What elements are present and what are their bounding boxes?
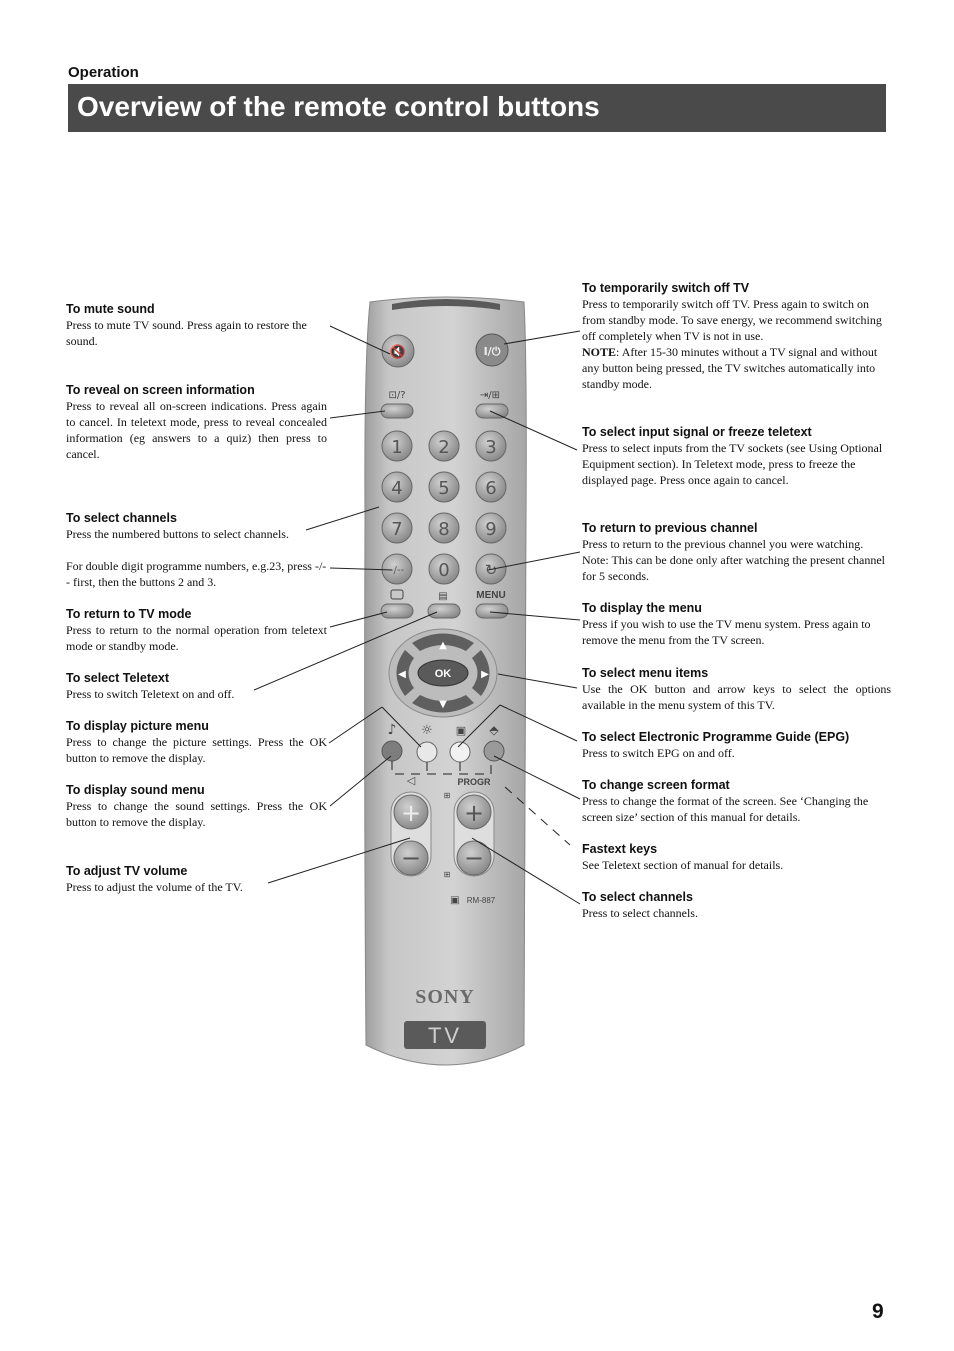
- block-select-channels-digits: To select channels Press the numbered buttons to select channels.: [66, 511, 289, 541]
- screen-format-icon: ▣: [455, 724, 467, 737]
- input-icon: ⇥/⊞: [479, 390, 501, 401]
- model-icon: ▣: [450, 895, 460, 906]
- menu-button[interactable]: [476, 604, 508, 618]
- ok-label: OK: [434, 668, 452, 680]
- block-reveal-info: To reveal on screen information Press to reveal all on-screen indications. Press again to cancel. In teletext mode, press to reveal concealed information (eg answers to a quiz) then press to cancel.: [66, 383, 327, 461]
- programme-minus-icon: −: [463, 844, 485, 872]
- sound-menu-button[interactable]: [382, 741, 402, 761]
- page-number: 9: [872, 1300, 884, 1323]
- block-return-tv-mode: To return to TV mode Press to return to the normal operation from teletext mode or standby mode.: [66, 607, 327, 653]
- volume-minus-icon: −: [400, 844, 422, 872]
- epg-button[interactable]: [484, 741, 504, 761]
- progr-label: PROGR: [457, 777, 491, 787]
- block-fastext: Fastext keys See Teletext section of manual for details.: [582, 842, 784, 872]
- digit-2-label: 2: [438, 437, 450, 458]
- picture-icon: ☼: [421, 723, 433, 738]
- digit-5-label: 5: [438, 478, 450, 499]
- programme-plus-icon: +: [463, 799, 485, 827]
- arrow-down-icon: ▼: [439, 699, 447, 710]
- block-menu-items: To select menu items Use the OK button and arrow keys to select the options available in the menu system of this TV.: [582, 666, 891, 712]
- input-button[interactable]: [476, 404, 508, 418]
- digit-6-label: 6: [485, 478, 497, 499]
- block-select-channels-progr: To select channels Press to select channels.: [582, 890, 698, 920]
- block-select-teletext: To select Teletext Press to switch Teletext on and off.: [66, 671, 235, 701]
- block-sound-menu: To display sound menu Press to change the sound settings. Press the OK button to remove the display.: [66, 783, 327, 829]
- teletext-button[interactable]: [428, 604, 460, 618]
- standby-label: I/⏻: [483, 345, 501, 358]
- tv-mode-button[interactable]: [381, 604, 413, 618]
- volume-icon: ◁: [406, 774, 416, 787]
- arrow-right-icon: ▶: [481, 669, 489, 680]
- section-label: Operation: [68, 64, 139, 81]
- digit-3-label: 3: [485, 437, 497, 458]
- block-input-signal: To select input signal or freeze teletext Press to select inputs from the TV sockets (see Using Optional Equipment section). In Teletext mode, press to freeze the displayed page. Press once again to cancel.: [582, 425, 883, 487]
- block-display-menu: To display the menu Press if you wish to use the TV menu system. Press again to remove the menu from the TV screen.: [582, 601, 871, 647]
- double-digit-label: -/--: [389, 565, 405, 576]
- info-button[interactable]: [381, 404, 413, 418]
- mute-icon: 🔇: [389, 345, 407, 360]
- page-title: Overview of the remote control buttons: [77, 91, 600, 122]
- sound-icon: ♪: [387, 722, 397, 738]
- block-double-digit: For double digit programme numbers, e.g.23, press -/-- first, then the buttons 2 and 3.: [66, 559, 327, 589]
- sony-logo: SONY: [415, 986, 475, 1008]
- block-switch-off-tv: To temporarily switch off TV Press to temporarily switch off TV. Press again to switch on from standby mode. To save energy, we recommend switching off completely when TV is not in use. NOTE: After 15-30 minutes without a TV signal and without any button being pressed, the TV switches automatically into standby mode.: [582, 281, 882, 391]
- digit-9-label: 9: [485, 519, 497, 540]
- teletext-up-icon: ⊞: [443, 791, 451, 800]
- block-adjust-volume: To adjust TV volume Press to adjust the volume of the TV.: [66, 864, 243, 894]
- tv-badge-label: TV: [427, 1023, 463, 1048]
- teletext-icon: ▤: [438, 591, 448, 602]
- arrow-left-icon: ◀: [398, 669, 406, 680]
- teletext-down-icon: ⊞: [443, 870, 451, 879]
- info-icon: ⊡/?: [388, 390, 406, 401]
- digit-8-label: 8: [438, 519, 450, 540]
- picture-menu-button[interactable]: [417, 742, 437, 762]
- digit-0-label: 0: [438, 560, 450, 581]
- block-picture-menu: To display picture menu Press to change the picture settings. Press the OK button to remove the display.: [66, 719, 327, 765]
- block-mute-sound: To mute sound Press to mute TV sound. Press again to restore the sound.: [66, 302, 307, 348]
- block-previous-channel: To return to previous channel Press to return to the previous channel you were watching. Note: This can be done only after watching the present channel for 5 seconds.: [582, 521, 886, 583]
- digit-1-label: 1: [391, 437, 403, 458]
- volume-plus-icon: +: [400, 799, 422, 827]
- block-screen-format: To change screen format Press to change the format of the screen. See ‘Changing the screen size’ section of this manual for details.: [582, 778, 869, 824]
- model-label: RM-887: [466, 896, 496, 905]
- digit-7-label: 7: [391, 519, 403, 540]
- previous-channel-icon: ↻: [484, 561, 498, 579]
- block-epg: To select Electronic Programme Guide (EPG) Press to switch EPG on and off.: [582, 730, 850, 760]
- digit-4-label: 4: [391, 478, 403, 499]
- menu-label: MENU: [476, 590, 506, 601]
- arrow-up-icon: ▲: [439, 640, 447, 651]
- epg-icon: ⬘: [489, 723, 499, 737]
